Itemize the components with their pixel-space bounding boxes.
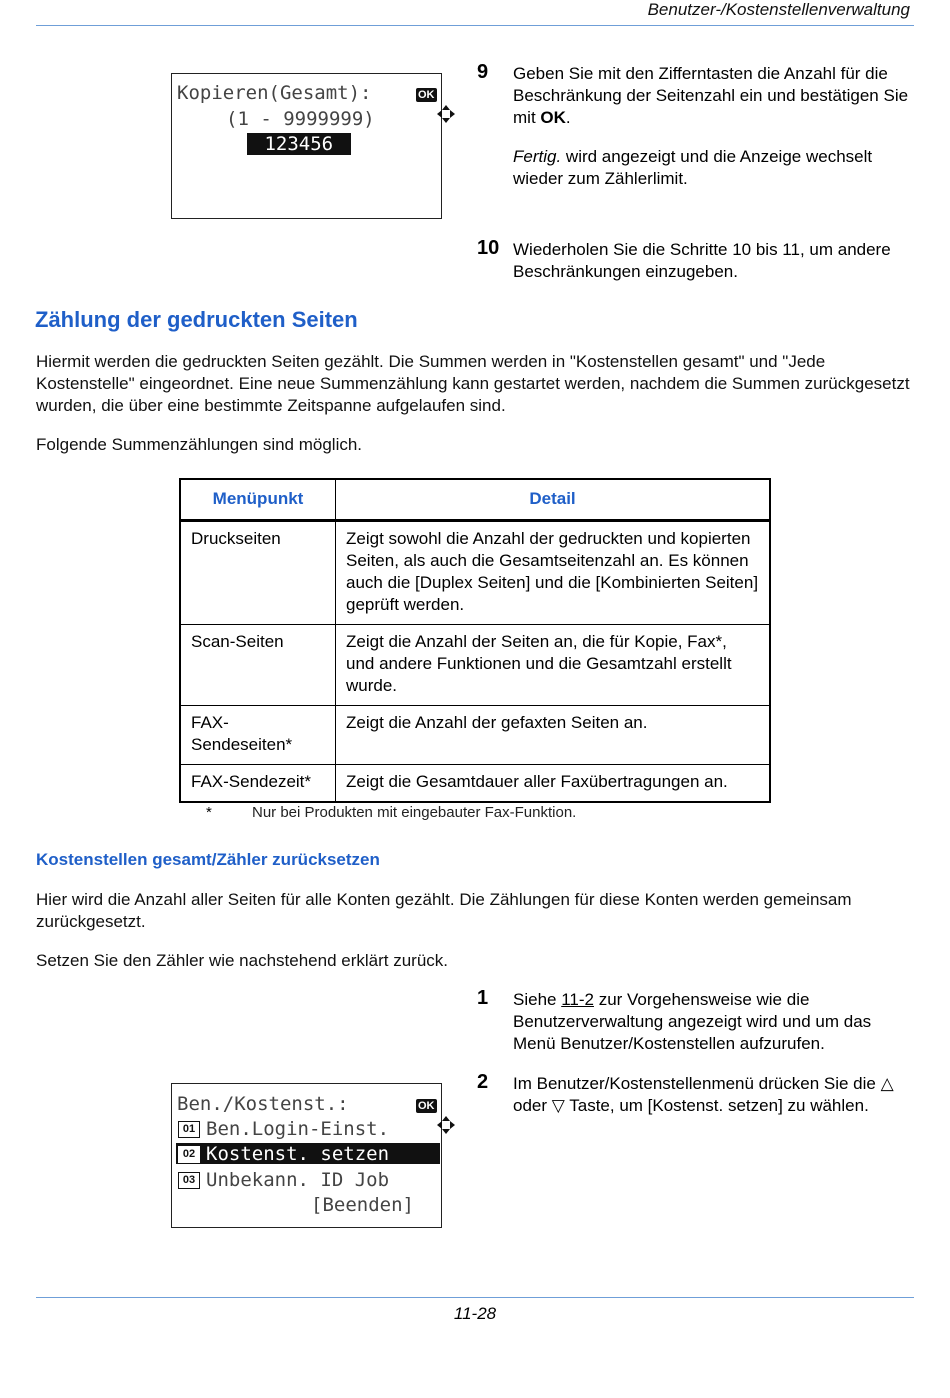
ok-key-icon: OK [418,89,435,101]
table-row [181,625,769,706]
table-row [181,521,769,625]
lcd-menu-item [178,1118,389,1140]
table-cell-item: FAX-Sendeseiten* [181,706,336,765]
section-heading: Zählung der gedruckten Seiten [35,307,358,332]
step-text [513,1073,913,1117]
table-header-row [181,480,769,521]
table-cell-detail: Zeigt die Gesamtdauer aller Faxübertragungen an. [336,765,770,802]
lcd-menu-item-selected [176,1143,440,1164]
step-number: 10 [477,237,500,259]
item-label: Unbekann. ID Job [206,1169,390,1191]
lcd-range: (1 - 9999999) [226,108,375,130]
item-number: 01 [178,1121,200,1138]
item-number: 02 [178,1146,200,1163]
ok-key-label: OK [540,108,566,127]
section-paragraph: Setzen Sie den Zähler wie nachstehend erklärt zurück. [36,951,449,970]
step-note [513,146,913,190]
lcd-title: Ben./Kostenst.: [177,1093,349,1115]
step-text [513,63,913,129]
footnote-mark: * [206,804,212,821]
table-cell-item: Scan-Seiten [181,625,336,706]
step-text-part: Geben Sie mit den Zifferntasten die Anzahl für die Beschränkung der Seitenzahl ein und bestätigen Sie mit [513,64,909,127]
lcd-screen-copy-limit [171,73,442,219]
lcd-softkey-exit: [Beenden] [311,1194,414,1216]
step-text-part: zur Vorgehensweise wie die Benutzerverwaltung angezeigt wird und um das Menü Benutzer/Kostenstellen aufzurufen. [513,990,872,1053]
step-text-part: oder [513,1096,552,1115]
column-header: Menüpunkt [181,480,336,521]
lcd-screen-account-menu [171,1083,442,1228]
item-number: 03 [178,1172,200,1189]
item-label: Ben.Login-Einst. [206,1118,390,1140]
page-link[interactable]: 11-2 [561,990,594,1009]
step-number: 2 [477,1071,489,1093]
lcd-input-value: 123456 [247,133,351,155]
section-paragraph: Folgende Summenzählungen sind möglich. [36,435,363,454]
section-paragraph: Hier wird die Anzahl aller Seiten für alle Konten gezählt. Die Zählungen für diese Konten werden gemeinsam zurückgesetzt. [36,890,852,931]
table-cell-detail: Zeigt die Anzahl der gefaxten Seiten an. [336,706,770,765]
table-cell-item: Druckseiten [181,521,336,625]
item-label: Kostenst. setzen [206,1143,390,1165]
running-header: Benutzer-/Kostenstellenverwaltung [647,0,910,19]
subsection-heading: Kostenstellen gesamt/Zähler zurücksetzen [36,850,380,869]
table-cell-item: FAX-Sendezeit* [181,765,336,802]
step-text-part: Siehe [513,990,562,1009]
step-number: 1 [477,987,489,1009]
footnote-text: Nur bei Produkten mit eingebauter Fax-Funktion. [252,804,577,821]
page-number: 11-28 [453,1304,497,1323]
lcd-title: Kopieren(Gesamt): [177,82,372,104]
down-arrow-icon: ▽ [551,1096,565,1115]
step-text-part: Im Benutzer/Kostenstellenmenü drücken Sie die [513,1074,881,1093]
step-text [513,989,913,1055]
step-note-text: wird angezeigt und die Anzeige wechselt wieder zum Zählerlimit. [513,147,873,188]
step-number: 9 [477,61,489,83]
header-rule [36,25,914,26]
lcd-menu-item [178,1169,389,1191]
up-arrow-icon: △ [880,1074,894,1093]
step-text-part: . [565,108,571,127]
table-row [181,706,769,765]
ok-key-icon: OK [418,1100,435,1112]
column-header: Detail [336,480,770,521]
summary-table [179,478,771,803]
table-cell-detail: Zeigt sowohl die Anzahl der gedruckten und kopierten Seiten, als auch die Gesamtseitenzahl an. Es können auch die [Duplex Seiten] und die [Kombinierten Seiten] geprüft werden. [336,521,770,625]
footer-rule [36,1297,914,1298]
table-cell-detail: Zeigt die Anzahl der Seiten an, die für Kopie, Fax*, und andere Funktionen und die Gesamtzahl erstellt wurde. [336,625,770,706]
step-text: Wiederholen Sie die Schritte 10 bis 11, um andere Beschränkungen einzugeben. [513,240,891,281]
table-row [181,765,769,802]
step-note-italic: Fertig. [513,147,562,166]
section-paragraph: Hiermit werden die gedruckten Seiten gezählt. Die Summen werden in "Kostenstellen gesamt" und "Jede Kostenstelle" eingeordnet. Eine neue Summenzählung kann gestartet werden, nachdem die Summen zurückgesetzt wurden, die über eine bestimmte Zeitspanne aufgelaufen sind. [36,352,910,415]
step-text-part: Taste, um [Kostenst. setzen] zu wählen. [564,1096,869,1115]
